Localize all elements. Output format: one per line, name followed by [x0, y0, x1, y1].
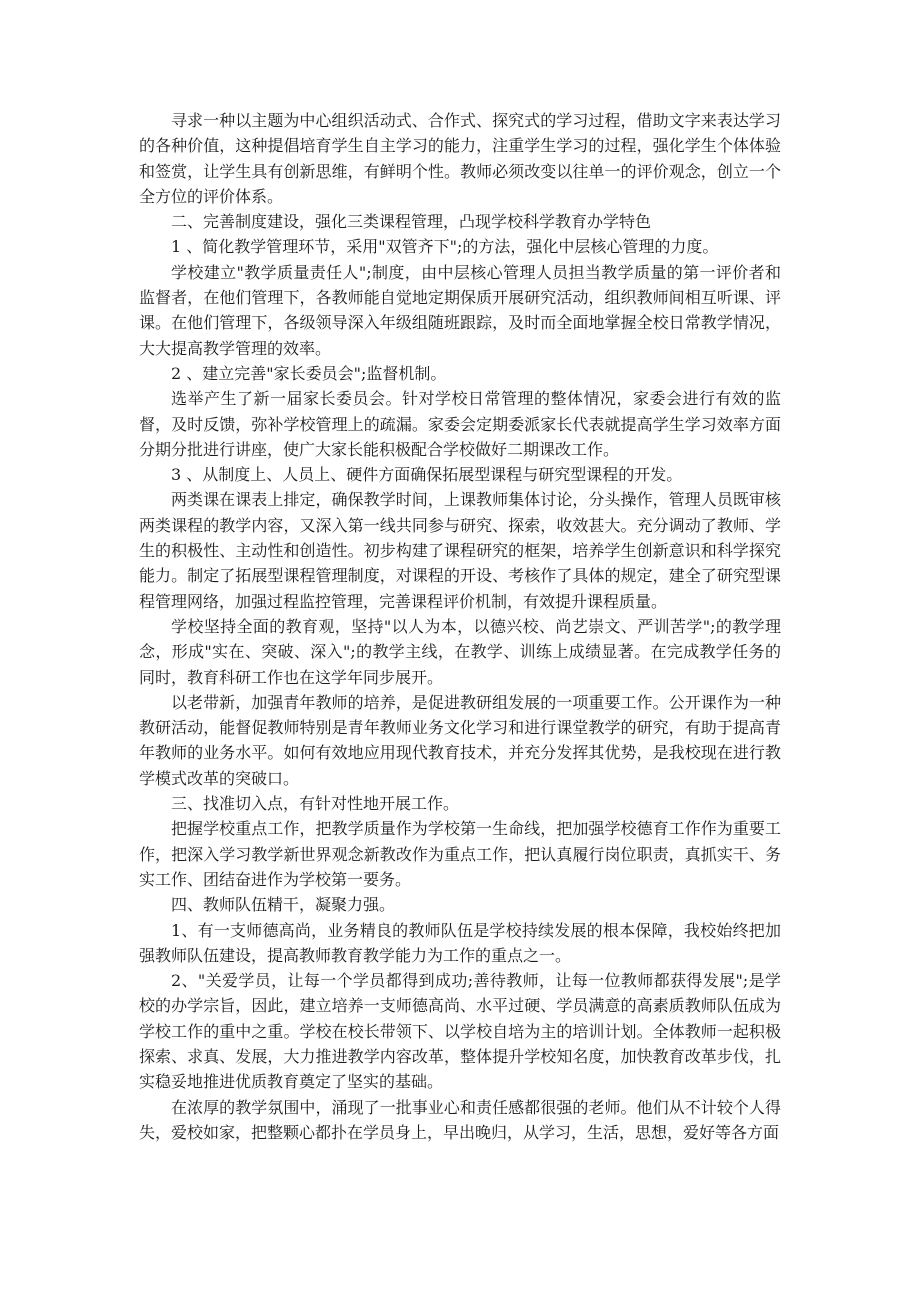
paragraph-teacher-team-2: 2、"关爱学员，让每一个学员都得到成功;善待教师，让每一位教师都获得发展";是学校的办学宗旨，因此，建立培养一支师德高尚、水平过硬、学员满意的高素质教师队伍成为学校工作的重中之重。学校在校长带领下、以学校自培为主的培训计划。全体教师一起积极探索、求真、发展，大力推进教学内容改革，整体提升学校知名度，加快教育改革步伐，扎实稳妥地推进优质教育奠定了坚实的基础。 [139, 971, 781, 1092]
subheading-item-3: 3 、从制度上、人员上、硬件方面确保拓展型课程与研究型课程的开发。 [171, 465, 683, 485]
heading-section-4: 四、教师队伍精干，凝聚力强。 [171, 895, 396, 915]
paragraph-quality-responsibility: 学校建立"教学质量责任人";制度，由中层核心管理人员担当教学质量的第一评价者和监督者，在他们管理下，各教师能自觉地定期保质开展研究活动，组织教师间相互听课、评课。在他们管理下，各级领导深入年级组随班跟踪，及时而全面地掌握全校日常教学情况，大大提高教学管理的效率。 [139, 262, 781, 358]
paragraph-parent-committee: 选举产生了新一届家长委员会。针对学校日常管理的整体情况，家委会进行有效的监督，及时反馈，弥补学校管理上的疏漏。家委会定期委派家长代表就提高学生学习效率方面分期分批进行讲座，使广大家长能积极配合学校做好二期课改工作。 [139, 389, 781, 459]
subheading-item-2: 2 、建立完善"家长委员会";监督机制。 [171, 363, 447, 383]
paragraph-teaching-atmosphere: 在浓厚的教学氛围中，涌现了一批事业心和责任感都很强的老师。他们从不计较个人得失，爱校如家，把整颗心都扑在学员身上，早出晚归，从学习，生活，思想，爱好等各方面 [139, 1097, 781, 1142]
heading-section-2: 二、完善制度建设，强化三类课程管理，凸现学校科学教育办学特色 [171, 212, 652, 232]
paragraph-education-view: 学校坚持全面的教育观，坚持"以人为本，以德兴校、尚艺崇文、严训苦学";的教学理念，形成"实在、突破、深入";的教学主线，在教学、训练上成绩显著。在完成教学任务的同时，教育科研工作也在这学年同步展开。 [139, 616, 781, 687]
paragraph-key-work: 把握学校重点工作，把教学质量作为学校第一生命线，把加强学校德育工作作为重要工作，把深入学习教学新世界观念新教改作为重点工作，把认真履行岗位职责，真抓实干、务实工作、团结奋进作为学校第一要务。 [139, 819, 781, 889]
paragraph-teacher-team-1: 1、有一支师德高尚，业务精良的教师队伍是学校持续发展的根本保障，我校始终把加强教师队伍建设，提高教师教育教学能力为工作的重点之一。 [139, 920, 781, 965]
heading-section-3: 三、找准切入点，有针对性地开展工作。 [171, 794, 460, 814]
document-body [139, 108, 781, 1145]
subheading-item-1: 1 、简化教学管理环节，采用"双管齐下";的方法，强化中层核心管理的力度。 [171, 237, 719, 257]
paragraph-young-teachers: 以老带新，加强青年教师的培养，是促进教研组发展的一项重要工作。公开课作为一种教研活动，能督促教师特别是青年教师业务文化学习和进行课堂教学的研究，有助于提高青年教师的业务水平。如何有效地应用现代教育技术，并充分发挥其优势，是我校现在进行教学模式改革的突破口。 [139, 692, 781, 788]
paragraph-assessment-system: 寻求一种以主题为中心组织活动式、合作式、探究式的学习过程，借助文字来表达学习的各种价值，这种提倡培育学生自主学习的能力，注重学生学习的过程，强化学生个体体验和签赏，让学生具有创新思维，有鲜明个性。教师必须改变以往单一的评价观念，创立一个全方位的评价体系。 [139, 111, 781, 206]
paragraph-two-course-types: 两类课在课表上排定，确保教学时间，上课教师集体讨论，分头操作，管理人员既审核两类课程的教学内容，又深入第一线共同参与研究、探索，收效甚大。充分调动了教师、学生的积极性、主动性和创造性。初步构建了课程研究的框架，培养学生创新意识和科学探究能力。制定了拓展型课程管理制度，对课程的开设、考核作了具体的规定，建全了研究型课程管理网络，加强过程监控管理，完善课程评价机制，有效提升课程质量。 [139, 490, 781, 611]
